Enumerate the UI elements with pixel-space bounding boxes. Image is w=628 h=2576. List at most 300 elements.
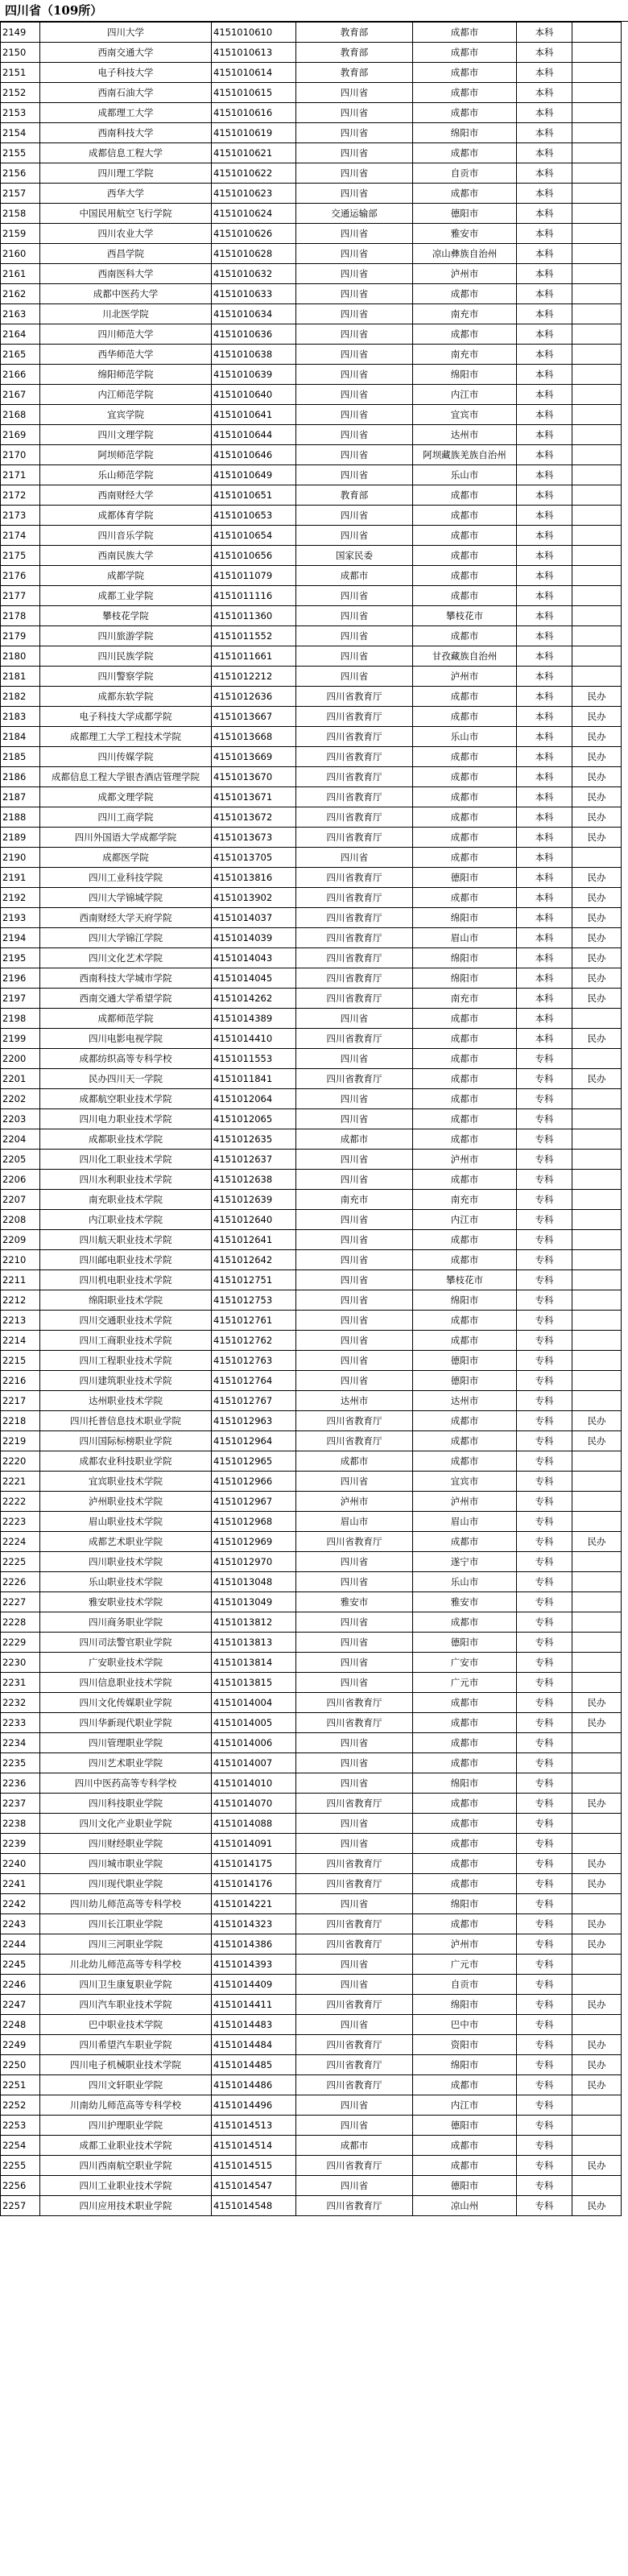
school-name: 四川工业职业技术学院 [40,2176,212,2196]
row-number: 2206 [1,1170,40,1190]
location: 泸州市 [413,264,517,284]
school-code: 4151012968 [212,1512,296,1532]
school-name: 成都体育学院 [40,506,212,526]
school-name: 电子科技大学成都学院 [40,707,212,727]
level: 本科 [517,485,572,506]
row-number: 2173 [1,506,40,526]
school-code: 4151014221 [212,1894,296,1914]
school-code: 4151012965 [212,1451,296,1472]
school-name: 四川华新现代职业学院 [40,1713,212,1733]
remark [572,1512,622,1532]
level: 专科 [517,1592,572,1612]
school-name: 民办四川天一学院 [40,1069,212,1089]
authority: 四川省教育厅 [296,828,413,848]
location: 达州市 [413,1391,517,1411]
location: 宜宾市 [413,405,517,425]
table-row [1,2116,622,2136]
remark [572,626,622,646]
table-row [1,1411,622,1431]
remark [572,485,622,506]
row-number: 2186 [1,767,40,787]
authority: 四川省 [296,184,413,204]
remark [572,566,622,586]
school-name: 西南石油大学 [40,83,212,103]
row-number: 2239 [1,1834,40,1854]
school-code: 4151010632 [212,264,296,284]
row-number: 2249 [1,2035,40,2055]
remark [572,1834,622,1854]
level: 专科 [517,1371,572,1391]
school-code: 4151011553 [212,1049,296,1069]
table-row [1,1331,622,1351]
table-row [1,1351,622,1371]
authority: 四川省教育厅 [296,1693,413,1713]
location: 南充市 [413,989,517,1009]
remark [572,143,622,163]
row-number: 2153 [1,103,40,123]
authority: 四川省教育厅 [296,928,413,948]
remark [572,1190,622,1210]
remark [572,1230,622,1250]
level: 专科 [517,1794,572,1814]
authority: 四川省教育厅 [296,727,413,747]
level: 本科 [517,224,572,244]
school-code: 4151012642 [212,1250,296,1270]
remark [572,1109,622,1129]
level: 本科 [517,405,572,425]
remark [572,244,622,264]
table-row [1,948,622,968]
authority: 四川省 [296,345,413,365]
school-name: 四川交通职业技术学院 [40,1311,212,1331]
authority: 四川省教育厅 [296,2075,413,2095]
table-row [1,1753,622,1773]
authority: 四川省 [296,425,413,445]
row-number: 2200 [1,1049,40,1069]
school-name: 四川工业科技学院 [40,868,212,888]
table-row [1,1290,622,1311]
school-code: 4151014513 [212,2116,296,2136]
location: 绵阳市 [413,365,517,385]
school-code: 4151014515 [212,2156,296,2176]
location: 成都市 [413,1170,517,1190]
school-code: 4151014262 [212,989,296,1009]
location: 成都市 [413,1311,517,1331]
school-code: 4151012212 [212,667,296,687]
authority: 四川省教育厅 [296,1713,413,1733]
remark [572,385,622,405]
level: 本科 [517,687,572,707]
row-number: 2198 [1,1009,40,1029]
location: 内江市 [413,2095,517,2116]
authority: 四川省 [296,365,413,385]
remark [572,1250,622,1270]
school-name: 西华大学 [40,184,212,204]
table-row [1,1673,622,1693]
authority: 四川省 [296,1009,413,1029]
authority: 教育部 [296,63,413,83]
remark [572,1612,622,1633]
school-code: 4151014486 [212,2075,296,2095]
location: 德阳市 [413,1633,517,1653]
location: 德阳市 [413,2116,517,2136]
location: 绵阳市 [413,1995,517,2015]
level: 本科 [517,184,572,204]
remark [572,848,622,868]
school-code: 4151010628 [212,244,296,264]
school-name: 四川文化艺术学院 [40,948,212,968]
location: 成都市 [413,1451,517,1472]
level: 专科 [517,1451,572,1472]
authority: 四川省教育厅 [296,908,413,928]
level: 专科 [517,1653,572,1673]
school-name: 成都理工大学 [40,103,212,123]
level: 专科 [517,1391,572,1411]
authority: 四川省 [296,1552,413,1572]
remark: 民办 [572,989,622,1009]
authority: 四川省 [296,284,413,304]
school-code: 4151010653 [212,506,296,526]
school-code: 4151010638 [212,345,296,365]
authority: 四川省 [296,526,413,546]
location: 凉山州 [413,2196,517,2216]
school-code: 4151013673 [212,828,296,848]
table-row [1,2075,622,2095]
school-code: 4151010639 [212,365,296,385]
table-row [1,787,622,807]
level: 本科 [517,787,572,807]
row-number: 2255 [1,2156,40,2176]
school-name: 四川大学锦城学院 [40,888,212,908]
school-code: 4151010610 [212,23,296,43]
school-name: 四川警察学院 [40,667,212,687]
authority: 泸州市 [296,1492,413,1512]
row-number: 2150 [1,43,40,63]
level: 专科 [517,2156,572,2176]
school-code: 4151014485 [212,2055,296,2075]
table-row [1,143,622,163]
table-row [1,1009,622,1029]
remark [572,1391,622,1411]
level: 本科 [517,526,572,546]
remark [572,1129,622,1150]
remark [572,1290,622,1311]
remark: 民办 [572,1029,622,1049]
location: 成都市 [413,566,517,586]
remark: 民办 [572,1069,622,1089]
location: 广元市 [413,1955,517,1975]
level: 本科 [517,264,572,284]
row-number: 2250 [1,2055,40,2075]
remark: 民办 [572,787,622,807]
row-number: 2171 [1,465,40,485]
table-row [1,1250,622,1270]
level: 本科 [517,324,572,345]
school-code: 4151012637 [212,1150,296,1170]
authority: 四川省 [296,2015,413,2035]
authority: 四川省 [296,1753,413,1773]
table-row [1,1653,622,1673]
school-name: 成都东软学院 [40,687,212,707]
location: 南充市 [413,304,517,324]
row-number: 2176 [1,566,40,586]
school-name: 阿坝师范学院 [40,445,212,465]
level: 本科 [517,928,572,948]
level: 专科 [517,1049,572,1069]
table-row [1,566,622,586]
row-number: 2203 [1,1109,40,1129]
authority: 四川省教育厅 [296,2035,413,2055]
authority: 四川省 [296,1612,413,1633]
row-number: 2157 [1,184,40,204]
school-code: 4151014043 [212,948,296,968]
location: 内江市 [413,385,517,405]
authority: 四川省教育厅 [296,968,413,989]
table-row [1,23,622,43]
table-row [1,1472,622,1492]
school-name: 四川希望汽车职业学院 [40,2035,212,2055]
school-code: 4151014007 [212,1753,296,1773]
level: 专科 [517,1411,572,1431]
row-number: 2182 [1,687,40,707]
location: 自贡市 [413,1975,517,1995]
school-name: 四川水利职业技术学院 [40,1170,212,1190]
row-number: 2231 [1,1673,40,1693]
table-row [1,445,622,465]
location: 绵阳市 [413,1773,517,1794]
row-number: 2191 [1,868,40,888]
location: 成都市 [413,284,517,304]
authority: 四川省教育厅 [296,1995,413,2015]
location: 德阳市 [413,1351,517,1371]
table-row [1,1431,622,1451]
location: 南充市 [413,1190,517,1210]
remark: 民办 [572,687,622,707]
school-name: 西华师范大学 [40,345,212,365]
level: 本科 [517,103,572,123]
row-number: 2229 [1,1633,40,1653]
row-number: 2165 [1,345,40,365]
level: 本科 [517,727,572,747]
level: 专科 [517,1311,572,1331]
authority: 四川省 [296,1894,413,1914]
authority: 成都市 [296,2136,413,2156]
location: 乐山市 [413,1572,517,1592]
table-row [1,1069,622,1089]
school-code: 4151013671 [212,787,296,807]
table-row [1,1210,622,1230]
remark: 民办 [572,707,622,727]
remark [572,1894,622,1914]
remark [572,345,622,365]
row-number: 2152 [1,83,40,103]
remark: 民办 [572,1874,622,1894]
table-row [1,465,622,485]
table-row [1,546,622,566]
table-row [1,1693,622,1713]
location: 成都市 [413,747,517,767]
school-name: 巴中职业技术学院 [40,2015,212,2035]
level: 专科 [517,1532,572,1552]
level: 专科 [517,1894,572,1914]
table-row [1,1733,622,1753]
level: 本科 [517,646,572,667]
table-row [1,1492,622,1512]
level: 专科 [517,1814,572,1834]
location: 成都市 [413,1230,517,1250]
location: 雅安市 [413,1592,517,1612]
school-name: 四川商务职业学院 [40,1612,212,1633]
level: 本科 [517,807,572,828]
school-code: 4151014010 [212,1773,296,1794]
location: 成都市 [413,1029,517,1049]
table-row [1,2035,622,2055]
table-row [1,2015,622,2035]
level: 专科 [517,2075,572,2095]
table-row [1,2176,622,2196]
school-name: 南充职业技术学院 [40,1190,212,1210]
location: 成都市 [413,1069,517,1089]
school-code: 4151010640 [212,385,296,405]
school-name: 四川化工职业技术学院 [40,1150,212,1170]
school-code: 4151013668 [212,727,296,747]
table-row [1,1914,622,1934]
table-row [1,1713,622,1733]
row-number: 2172 [1,485,40,506]
table-row [1,1089,622,1109]
location: 成都市 [413,324,517,345]
school-code: 4151012969 [212,1532,296,1552]
school-code: 4151012641 [212,1230,296,1250]
school-name: 乐山师范学院 [40,465,212,485]
remark [572,1451,622,1472]
location: 成都市 [413,586,517,606]
remark [572,1673,622,1693]
authority: 四川省 [296,1955,413,1975]
school-name: 成都信息工程大学银杏酒店管理学院 [40,767,212,787]
level: 专科 [517,2136,572,2156]
row-number: 2216 [1,1371,40,1391]
school-code: 4151010651 [212,485,296,506]
school-code: 4151014176 [212,1874,296,1894]
authority: 成都市 [296,1129,413,1150]
authority: 四川省教育厅 [296,807,413,828]
school-name: 四川国际标榜职业学院 [40,1431,212,1451]
location: 成都市 [413,1431,517,1451]
level: 专科 [517,1290,572,1311]
remark [572,1572,622,1592]
school-code: 4151014323 [212,1914,296,1934]
school-name: 四川电影电视学院 [40,1029,212,1049]
school-name: 成都医学院 [40,848,212,868]
school-name: 四川工程职业技术学院 [40,1351,212,1371]
school-code: 4151014088 [212,1814,296,1834]
row-number: 2247 [1,1995,40,2015]
school-code: 4151012966 [212,1472,296,1492]
school-code: 4151014386 [212,1934,296,1955]
level: 专科 [517,1150,572,1170]
location: 成都市 [413,888,517,908]
row-number: 2190 [1,848,40,868]
school-code: 4151010646 [212,445,296,465]
level: 专科 [517,1270,572,1290]
remark [572,1150,622,1170]
row-number: 2151 [1,63,40,83]
table-row [1,2196,622,2216]
table-row [1,526,622,546]
school-code: 4151014547 [212,2176,296,2196]
school-code: 4151010644 [212,425,296,445]
level: 专科 [517,2055,572,2075]
table-row [1,324,622,345]
school-code: 4151013814 [212,1653,296,1673]
table-row [1,807,622,828]
location: 绵阳市 [413,968,517,989]
level: 专科 [517,1934,572,1955]
province-header: 四川省（109所） [0,0,628,22]
authority: 四川省 [296,2095,413,2116]
location: 达州市 [413,425,517,445]
table-row [1,83,622,103]
level: 专科 [517,1633,572,1653]
row-number: 2161 [1,264,40,284]
level: 本科 [517,385,572,405]
authority: 四川省 [296,1653,413,1673]
table-row [1,687,622,707]
remark [572,1351,622,1371]
remark: 民办 [572,2196,622,2216]
remark [572,163,622,184]
table-row [1,1270,622,1290]
location: 乐山市 [413,465,517,485]
table-row [1,1029,622,1049]
school-code: 4151012064 [212,1089,296,1109]
authority: 眉山市 [296,1512,413,1532]
table-row [1,184,622,204]
table-row [1,304,622,324]
school-name: 成都工业职业技术学院 [40,2136,212,2156]
school-code: 4151010621 [212,143,296,163]
remark [572,1049,622,1069]
school-code: 4151014393 [212,1955,296,1975]
authority: 雅安市 [296,1592,413,1612]
authority: 四川省教育厅 [296,687,413,707]
row-number: 2195 [1,948,40,968]
level: 本科 [517,908,572,928]
table-row [1,485,622,506]
school-name: 四川农业大学 [40,224,212,244]
level: 本科 [517,626,572,646]
school-code: 4151014548 [212,2196,296,2216]
remark [572,526,622,546]
school-code: 4151012762 [212,1331,296,1351]
school-name: 川南幼儿师范高等专科学校 [40,2095,212,2116]
level: 专科 [517,1129,572,1150]
school-code: 4151013705 [212,848,296,868]
authority: 四川省教育厅 [296,1532,413,1552]
authority: 成都市 [296,1451,413,1472]
authority: 四川省教育厅 [296,888,413,908]
row-number: 2167 [1,385,40,405]
table-row [1,1612,622,1633]
row-number: 2207 [1,1190,40,1210]
authority: 四川省教育厅 [296,787,413,807]
location: 成都市 [413,1411,517,1431]
school-code: 4151014045 [212,968,296,989]
row-number: 2232 [1,1693,40,1713]
remark [572,1592,622,1612]
location: 绵阳市 [413,1894,517,1914]
